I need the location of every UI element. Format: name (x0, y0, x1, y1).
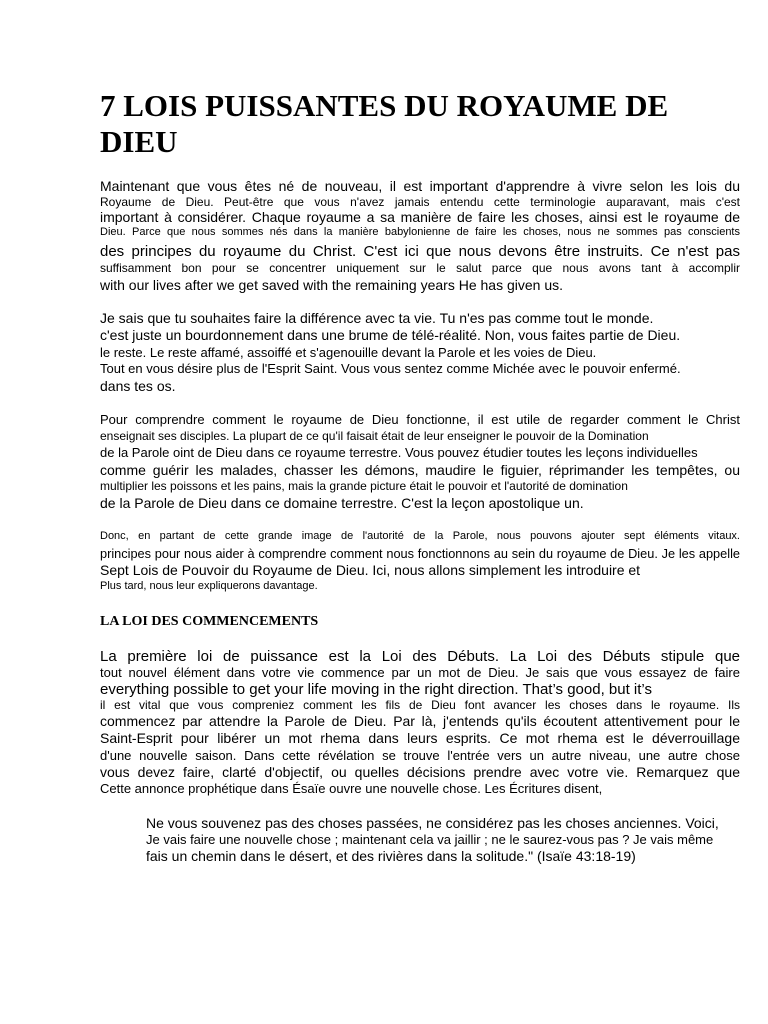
paragraph-5-line: vous devez faire, clarté d'objectif, ou quelles décisions prendre avec votre vie. Remarquez que (100, 764, 740, 780)
paragraph-1-line: important à considérer. Chaque royaume a sa manière de faire les choses, ainsi est le royaume de (100, 209, 740, 225)
paragraph-1-line: Dieu. Parce que nous sommes nés dans la manière babylonienne de faire les choses, nous ne sommes pas conscients (100, 226, 740, 238)
paragraph-5-line: La première loi de puissance est la Loi des Débuts. La Loi des Débuts stipule que (100, 648, 740, 665)
paragraph-1-line: des principes du royaume du Christ. C'est ici que nous devons être instruits. Ce n'est pas (100, 243, 740, 260)
paragraph-1-line: suffisamment bon pour se concentrer uniquement sur le salut parce que nous avons tant à accomplir (100, 261, 740, 275)
paragraph-1-line: Royaume de Dieu. Peut-être que vous n'avez jamais entendu cette terminologie auparavant, mais c'est (100, 195, 740, 209)
paragraph-4-line: Plus tard, nous leur expliquerons davantage. (100, 580, 318, 592)
paragraph-2-line: le reste. Le reste affamé, assoiffé et s'agenouille devant la Parole et les voies de Dieu. (100, 345, 597, 360)
document-title (100, 88, 700, 160)
paragraph-3-line: enseignait ses disciples. La plupart de ce qu'il faisait était de leur enseigner le pouvoir de la Domination (100, 429, 649, 443)
paragraph-5-line: Saint-Esprit pour libérer un mot rhema dans leurs esprits. Ce mot rhema est le déverrouillage (100, 730, 740, 746)
quote-line: Ne vous souvenez pas des choses passées, ne considérez pas les choses anciennes. Voici, (146, 815, 719, 831)
paragraph-1-line: Maintenant que vous êtes né de nouveau, il est important d'apprendre à vivre selon les lois du (100, 178, 740, 194)
section-heading: LA LOI DES COMMENCEMENTS (100, 614, 319, 629)
paragraph-2-line: c'est juste un bourdonnement dans une brume de télé-réalité. Non, vous faites partie de Dieu. (100, 327, 681, 343)
paragraph-2-line: Tout en vous désire plus de l'Esprit Saint. Vous vous sentez comme Michée avec le pouvoir enfermé. (100, 361, 681, 376)
paragraph-3-line: Pour comprendre comment le royaume de Dieu fonctionne, il est utile de regarder comment le Christ (100, 412, 740, 427)
paragraph-5-line: d'une nouvelle saison. Dans cette révélation se trouve l'entrée vers un autre niveau, une autre chose (100, 748, 740, 763)
title-line-2: DIEU (100, 124, 178, 159)
paragraph-4-line: Donc, en partant de cette grande image de l'autorité de la Parole, nous pouvons ajouter sept éléments vitaux. (100, 530, 740, 542)
paragraph-2-line: dans tes os. (100, 378, 176, 394)
paragraph-5-line: Cette annonce prophétique dans Ésaïe ouvre une nouvelle chose. Les Écritures disent, (100, 781, 603, 796)
title-line-1: 7 LOIS PUISSANTES DU ROYAUME DE (100, 88, 669, 123)
paragraph-4-line: principes pour nous aider à comprendre comment nous fonctionnons au sein du royaume de Dieu. Je les appelle (100, 546, 740, 561)
paragraph-4-line: Sept Lois de Pouvoir du Royaume de Dieu. Ici, nous allons simplement les introduire et (100, 562, 641, 578)
paragraph-5-line: everything possible to get your life moving in the right direction. That’s good, but it’s (100, 681, 652, 698)
paragraph-2-line: Je sais que tu souhaites faire la différence avec ta vie. Tu n'es pas comme tout le monde. (100, 310, 654, 326)
paragraph-3-line: comme guérir les malades, chasser les démons, maudire le figuier, réprimander les tempêtes, ou (100, 462, 740, 478)
paragraph-3-line: multiplier les poissons et les pains, mais la grande picture était le pouvoir et l'autorité de domination (100, 479, 628, 493)
paragraph-5-line: tout nouvel élément dans votre vie commence par un mot de Dieu. Je sais que vous essayez de faire (100, 665, 740, 680)
quote-line: fais un chemin dans le désert, et des rivières dans la solitude." (Isaïe 43:18-19) (146, 848, 636, 864)
paragraph-3-line: de la Parole de Dieu dans ce domaine terrestre. C'est la leçon apostolique un. (100, 495, 584, 511)
paragraph-5-line: il est vital que vous compreniez comment les fils de Dieu font avancer les choses dans le royaume. Ils (100, 698, 740, 712)
quote-line: Je vais faire une nouvelle chose ; maintenant cela va jaillir ; ne le saurez-vous pas ? Je vais même (146, 832, 714, 847)
paragraph-5-line: commencez par attendre la Parole de Dieu. Par là, j'entends qu'ils écoutent attentivement pour le (100, 713, 740, 729)
paragraph-3-line: de la Parole oint de Dieu dans ce royaume terrestre. Vous pouvez étudier toutes les leçons individuelles (100, 445, 698, 460)
paragraph-1-line: with our lives after we get saved with the remaining years He has given us. (100, 277, 564, 293)
